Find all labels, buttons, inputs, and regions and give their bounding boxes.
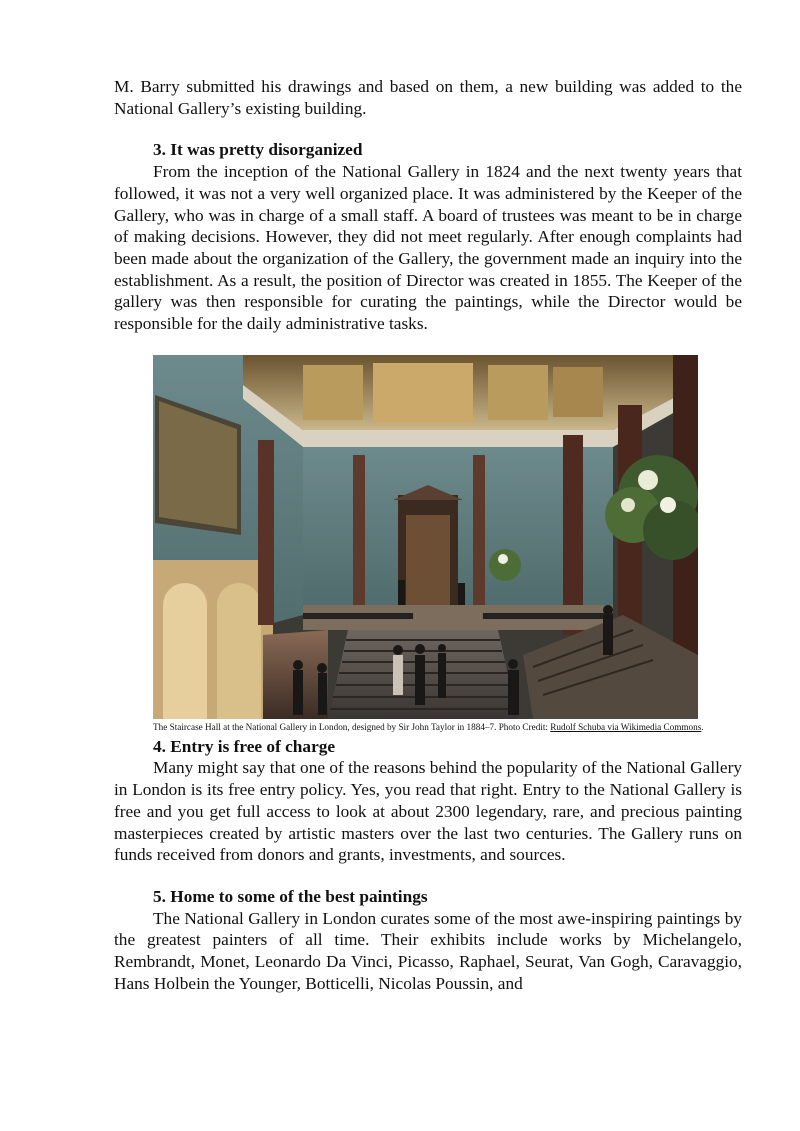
staircase-hall-photo xyxy=(153,355,698,719)
intro-paragraph: M. Barry submitted his drawings and based on them, a new building was added to the National Gallery’s existing building. xyxy=(114,77,742,118)
staircase-hall-illustration xyxy=(153,355,698,719)
caption-text: The Staircase Hall at the National Gallery in London, designed by Sir John Taylor in 1884–7. Photo Credit: xyxy=(153,721,551,732)
section-3-heading: 3. It was pretty disorganized xyxy=(153,140,363,160)
section-3-body: From the inception of the National Gallery in 1824 and the next twenty years that followed, it was not a very well organized place. It was administered by the Keeper of the Gallery, who was in charge of a small staff. A board of trustees was meant to be in charge of making decisions. However, they did not meet regularly. After enough complaints had been made about the organization of the Gallery, the government made an inquiry into the establishment. As a result, the position of Director was created in 1855. The Keeper of the gallery was then responsible for curating the paintings, while the Director would be responsible for the daily administrative tasks. xyxy=(114,162,742,334)
section-4-heading: 4. Entry is free of charge xyxy=(153,736,336,756)
caption-end: . xyxy=(701,721,704,732)
figure-caption xyxy=(114,721,742,733)
photo-credit-link[interactable]: Rudolf Schuba via Wikimedia Commons xyxy=(550,721,702,732)
section-4-body: Many might say that one of the reasons behind the popularity of the National Gallery in London is its free entry policy. Yes, you read that right. Entry to the National Gallery is free and you get full access to look at about 2300 legendary, rare, and precious painting masterpieces created by artistic masters over the last two centuries. The Gallery runs on funds received from donors and grants, investments, and sources. xyxy=(114,758,742,865)
section-5-heading: 5. Home to some of the best paintings xyxy=(153,886,428,906)
section-5-body: The National Gallery in London curates some of the most awe-inspiring paintings by the greatest painters of all time. Their exhibits include works by Michelangelo, Rembrandt, Monet, Leonardo Da Vinci, Picasso, Raphael, Seurat, Van Gogh, Caravaggio, Hans Holbein the Younger, Botticelli, Nicolas Poussin, and xyxy=(114,908,742,993)
document-page xyxy=(114,76,742,994)
